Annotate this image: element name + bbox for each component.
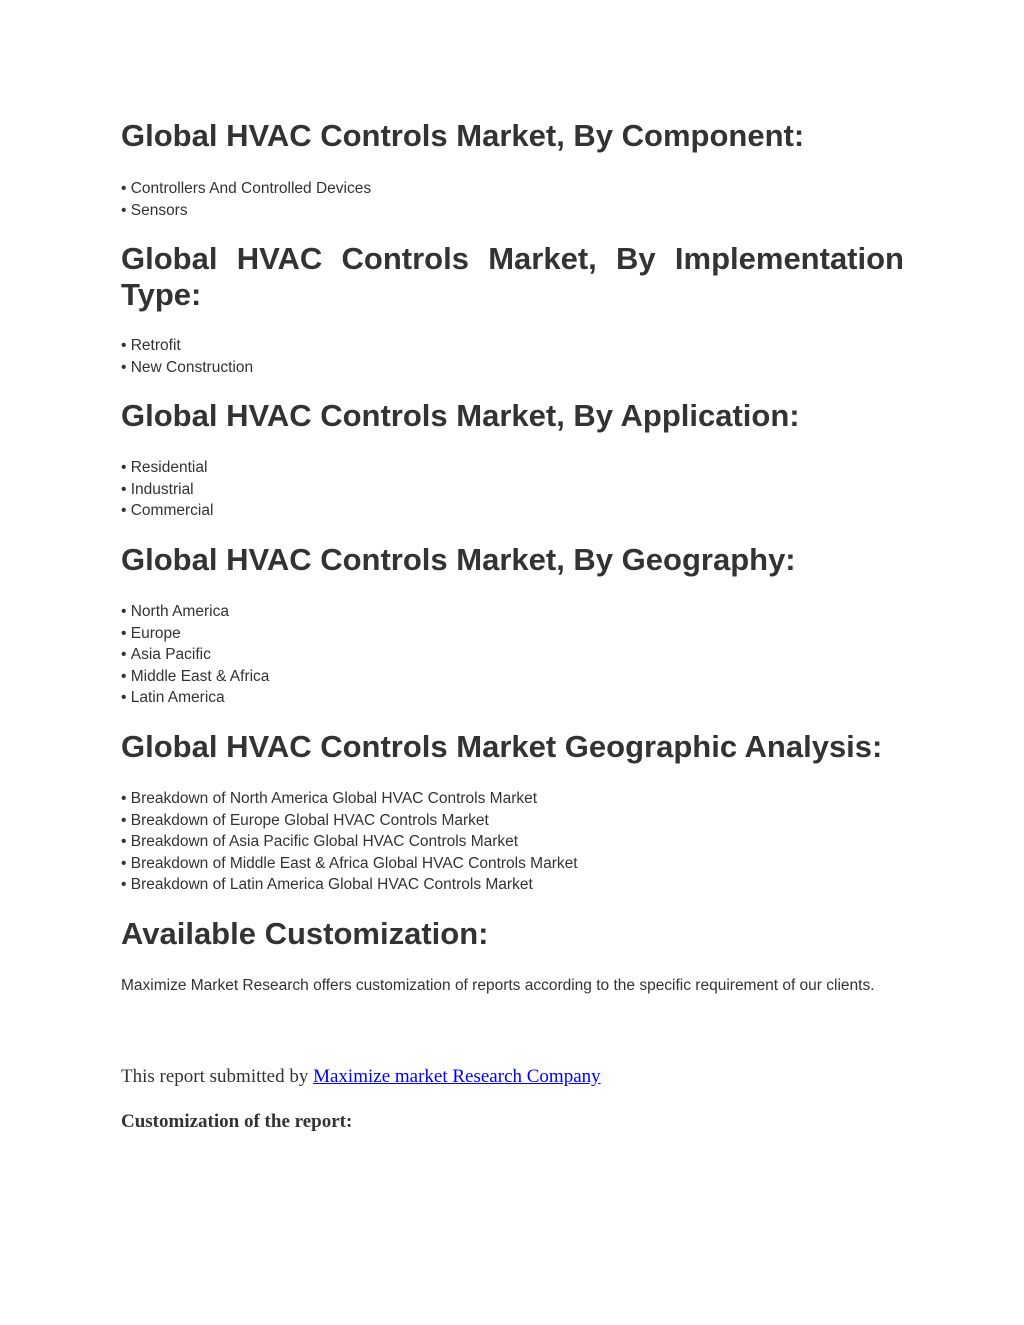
list-item: • Breakdown of North America Global HVAC Controls Market [121,788,578,810]
customization-of-report-label: Customization of the report: [121,1111,353,1132]
list-item: • Asia Pacific [121,644,269,666]
section-heading-geography: Global HVAC Controls Market, By Geography: [121,542,796,577]
list-item: • Sensors [121,200,371,222]
section-heading-application: Global HVAC Controls Market, By Application: [121,398,800,433]
section-heading-geographic-analysis: Global HVAC Controls Market Geographic Analysis: [121,729,883,764]
list-item: • Controllers And Controlled Devices [121,178,371,200]
list-item: • Commercial [121,500,213,522]
list-item: • Breakdown of Latin America Global HVAC Controls Market [121,874,578,896]
company-link[interactable]: Maximize market Research Company [313,1066,601,1087]
list-item: • Latin America [121,687,269,709]
list-item: • Europe [121,623,269,645]
list-item: • Residential [121,457,213,479]
list-item: • Breakdown of Europe Global HVAC Controls Market [121,810,578,832]
geographic-analysis-list [121,788,578,896]
list-item: • North America [121,601,269,623]
list-item: • New Construction [121,357,253,379]
list-item: • Breakdown of Asia Pacific Global HVAC Controls Market [121,831,578,853]
section-heading-implementation-type: Global HVAC Controls Market, By Implementation Type: [121,241,904,312]
application-list [121,457,213,522]
list-item: • Industrial [121,479,213,501]
geography-list [121,601,269,709]
list-item: • Retrofit [121,335,253,357]
submitted-by-prefix: This report submitted by [121,1066,309,1087]
section-heading-component: Global HVAC Controls Market, By Component: [121,118,805,153]
list-item: • Middle East & Africa [121,666,269,688]
submitted-by-line [121,1065,601,1089]
customization-paragraph: Maximize Market Research offers customization of reports according to the specific requirement of our clients. [121,977,875,994]
component-list [121,178,371,221]
list-item: • Breakdown of Middle East & Africa Global HVAC Controls Market [121,853,578,875]
section-heading-customization: Available Customization: [121,916,489,951]
implementation-type-list [121,335,253,378]
